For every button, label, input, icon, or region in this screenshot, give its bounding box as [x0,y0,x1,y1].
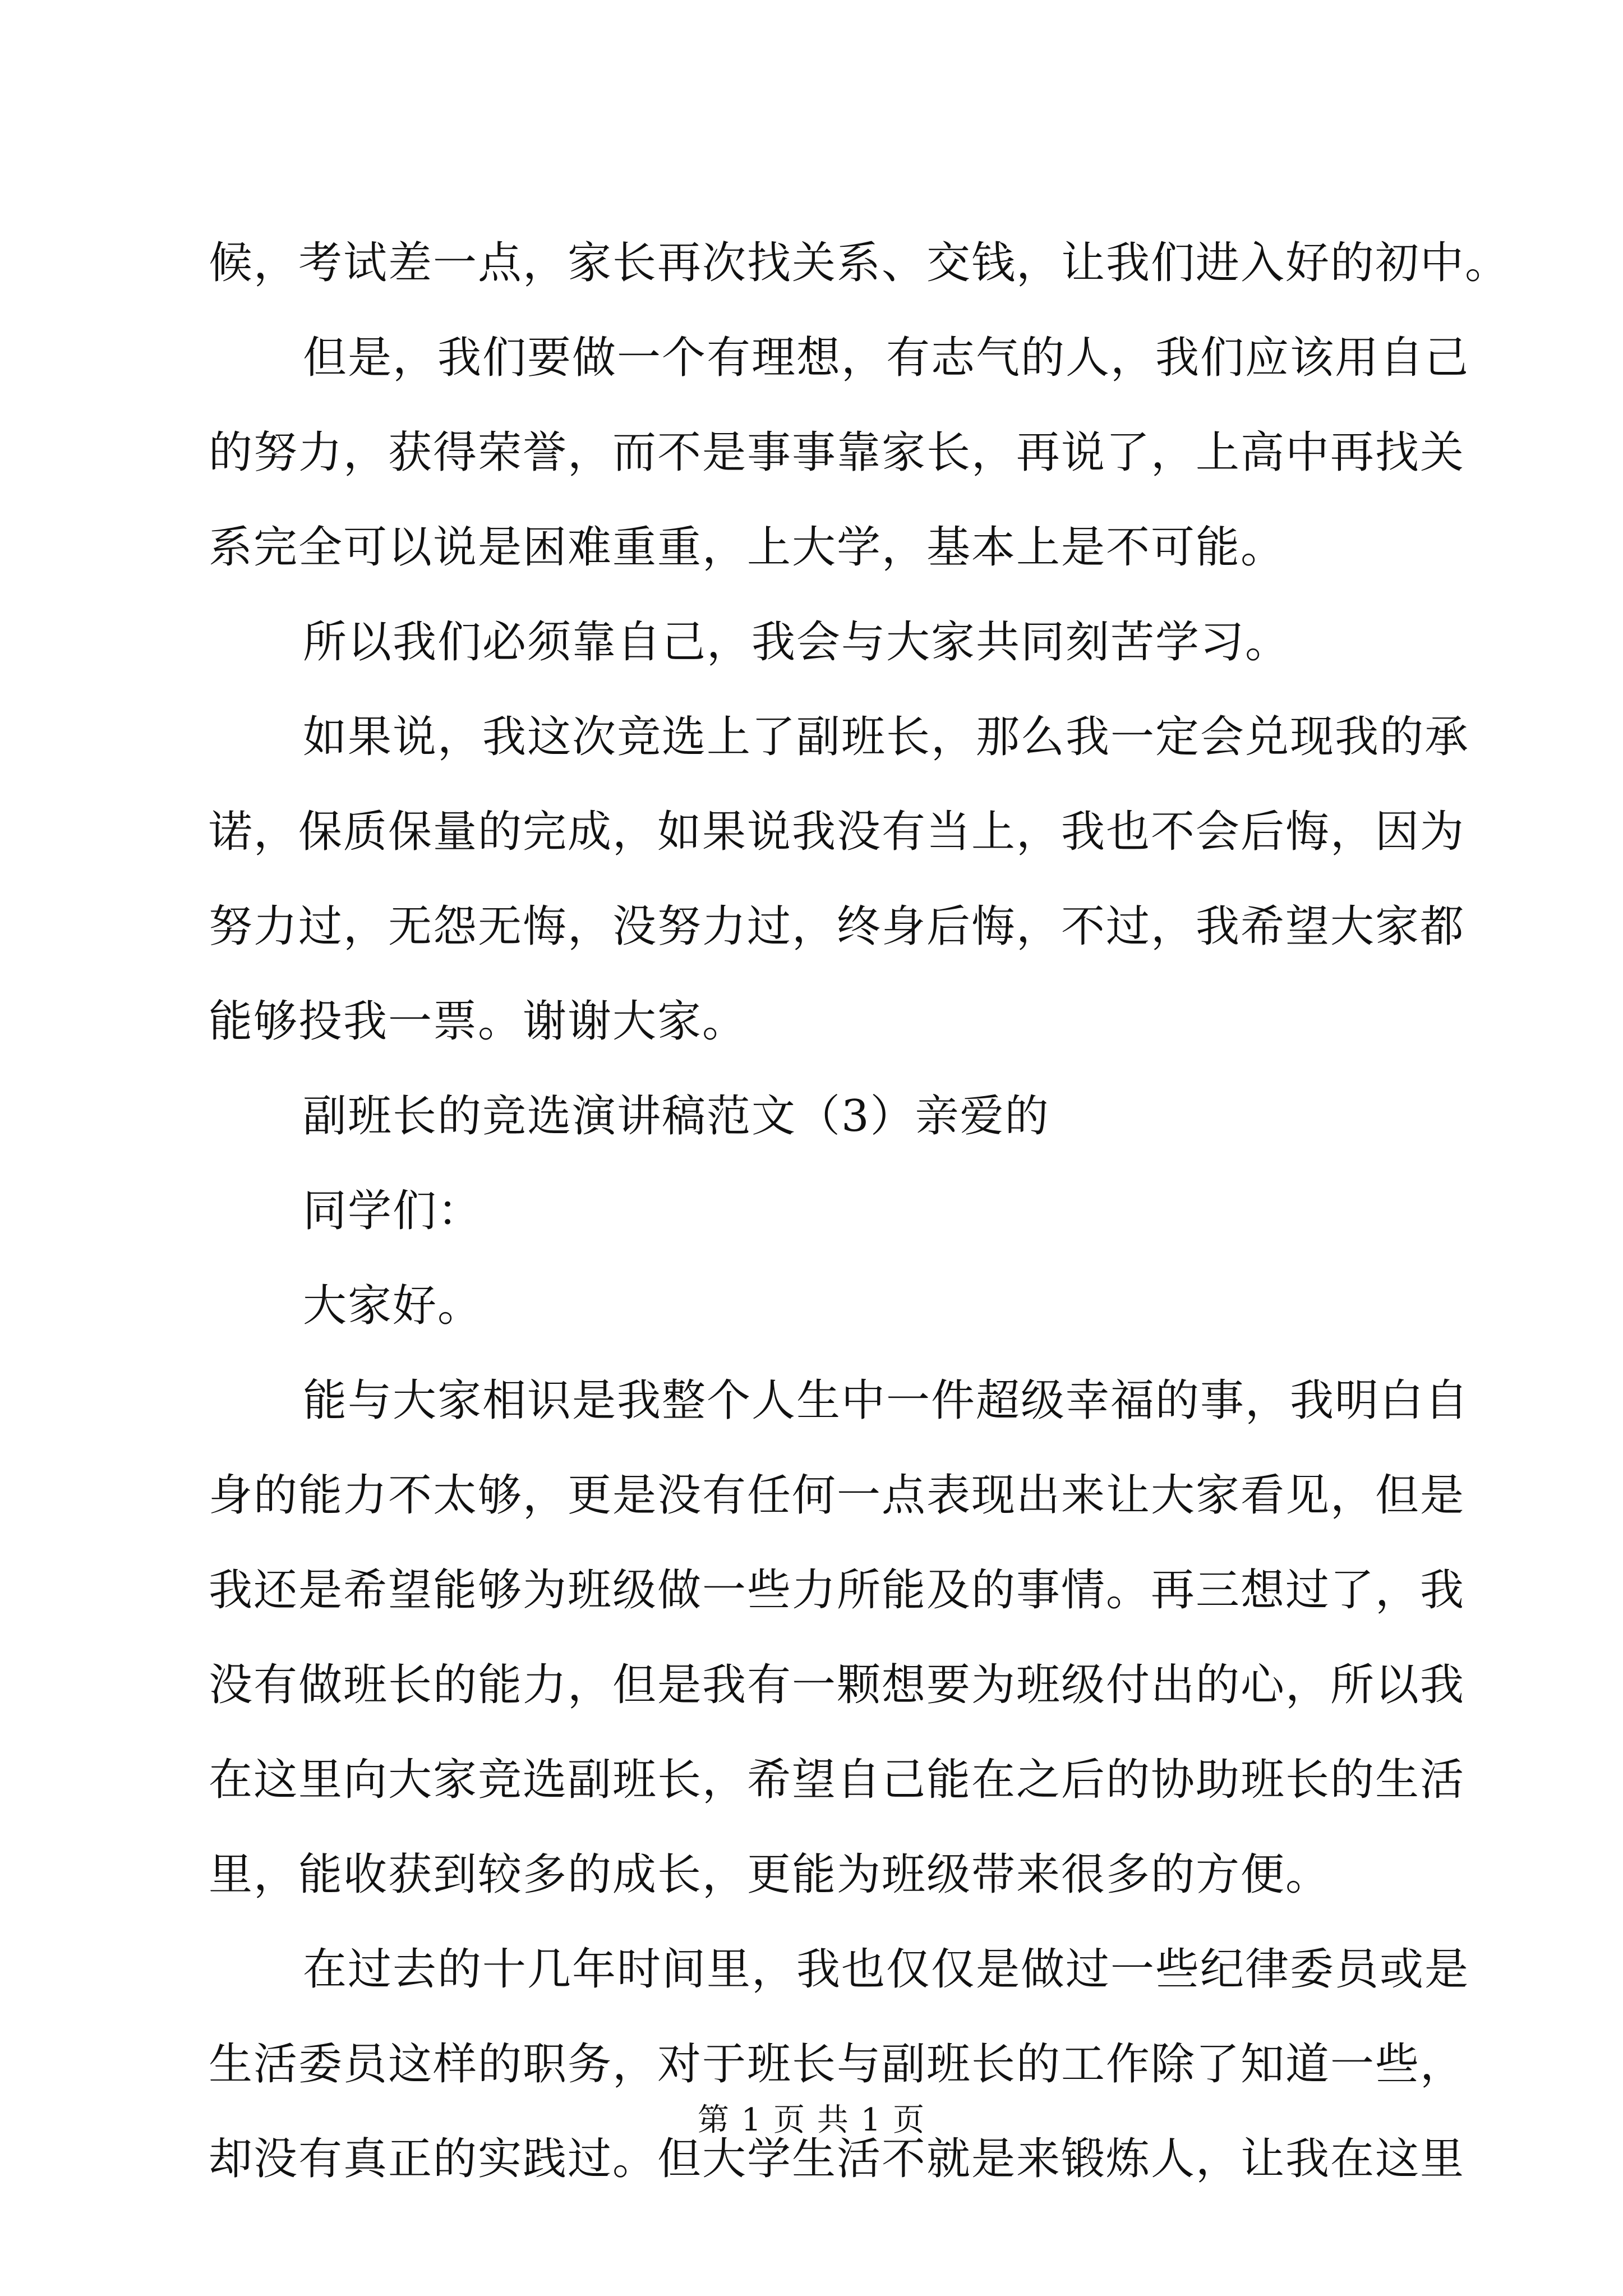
page-footer: 第 1 页 共 1 页 [697,2102,926,2138]
text-line-8: 努力过，无怨无悔，没努力过，终身后悔，不过，我希望大家都 [209,901,1465,952]
text-line-7: 诺，保质保量的完成，如果说我没有当上，我也不会后悔，因为 [209,807,1465,857]
text-line-17: 在这里向大家竞选副班长，希望自己能在之后的协助班长的生活 [209,1755,1465,1805]
text-line-19: 在过去的十几年时间里，我也仅仅是做过一些纪律委员或是 [303,1944,1470,1995]
text-line-20: 生活委员这样的职务，对于班长与副班长的工作除了知道一些， [209,2039,1465,2090]
text-line-16: 没有做班长的能力，但是我有一颗想要为班级付出的心，所以我 [209,1660,1465,1710]
section-heading: 副班长的竞选演讲稿范文（3）亲爱的 [303,1091,1050,1142]
greeting: 大家好。 [303,1281,483,1331]
salutation: 同学们： [303,1186,483,1236]
text-line-14: 身的能力不太够，更是没有任何一点表现出来让大家看见，但是 [209,1470,1465,1521]
text-line-4: 系完全可以说是困难重重，上大学，基本上是不可能。 [209,522,1286,573]
text-line-6: 如果说，我这次竞选上了副班长，那么我一定会兑现我的承 [303,712,1470,762]
document-body [209,216,1510,2207]
text-line-1: 候，考试差一点，家长再次找关系、交钱，让我们进入好的初中。 [209,238,1510,288]
text-line-21: 却没有真正的实践过。但大学生活不就是来锻炼人，让我在这里 [209,2134,1465,2184]
text-line-15: 我还是希望能够为班级做一些力所能及的事情。再三想过了，我 [209,1565,1465,1616]
text-line-3: 的努力，获得荣誉，而不是事事靠家长，再说了，上高中再找关 [209,427,1465,478]
text-line-13: 能与大家相识是我整个人生中一件超级幸福的事，我明白自 [303,1375,1470,1426]
text-line-2: 但是，我们要做一个有理想，有志气的人，我们应该用自己 [303,333,1470,383]
text-line-18: 里，能收获到较多的成长，更能为班级带来很多的方便。 [209,1849,1331,1900]
text-line-5: 所以我们必须靠自己，我会与大家共同刻苦学习。 [303,617,1290,668]
text-line-9: 能够投我一票。谢谢大家。 [209,996,748,1047]
